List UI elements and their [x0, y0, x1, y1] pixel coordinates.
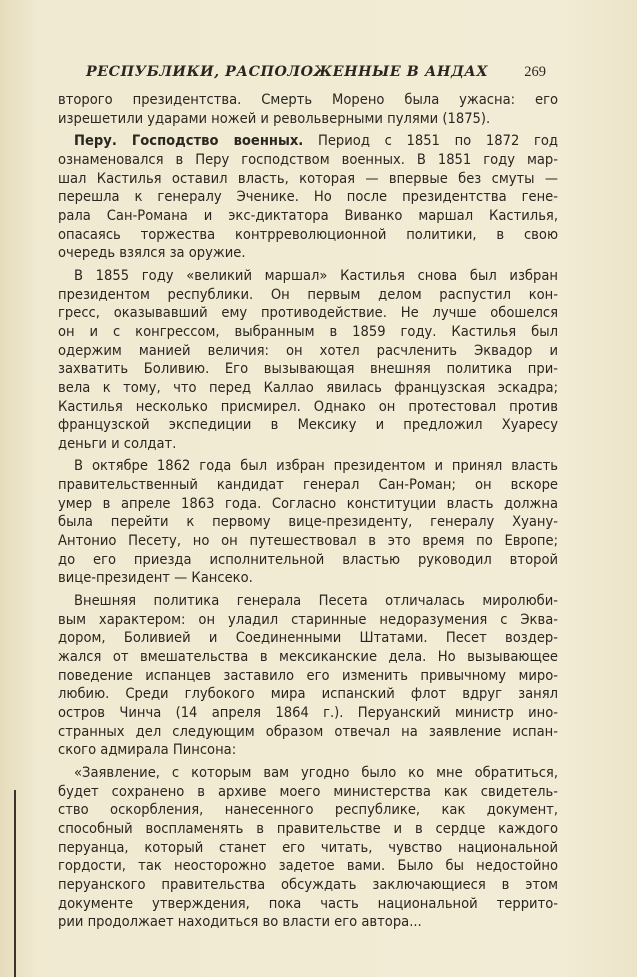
text-line: ознаменовался в Перу господством военных. В 1851 году мар-	[58, 150, 558, 168]
text-line: вице-президент — Кансеко.	[58, 569, 253, 587]
text-line: вым характером: он уладил старинные недоразумения с Эква-	[58, 610, 558, 628]
text-line: деньги и солдат.	[58, 434, 177, 452]
text-line: поведение испанцев заставило его изменить привычному миро-	[58, 666, 558, 684]
text-line: ство оскорбления, нанесенного республике, как документ,	[58, 801, 558, 819]
text-line: Кастилья несколько присмирел. Однако он протестовал против	[58, 397, 558, 415]
text-line: второго президентства. Смерть Морено была ужасна: его	[58, 91, 558, 108]
paragraph-5	[58, 592, 558, 760]
text-line: странных дел следующим образом отвечал на заявление испан-	[58, 722, 558, 740]
text-line: опасаясь торжества контрреволюционной политики, в свою	[58, 225, 558, 243]
text-line: любию. Среди глубокого мира испанский флот вдруг занял	[58, 685, 558, 703]
text-line: перуанца, который станет его читать, чувство национальной	[58, 838, 558, 856]
text-line: захватить Боливию. Его вызывающая внешняя политика при-	[58, 360, 558, 378]
text-line: Антонио Песету, но он путешествовал в это время по Европе;	[58, 532, 558, 550]
text-line: президентом республики. Он первым делом распустил кон-	[58, 285, 558, 303]
text-line: рала Сан-Романа и экс-диктатора Виванко маршал Кастилья,	[58, 206, 558, 224]
text-line: В октябре 1862 года был избран президентом и принял власть	[74, 457, 558, 475]
text-line: одержим манией величия: он хотел расчленить Эквадор и	[58, 341, 558, 359]
text-line: рии продолжает находиться во власти его автора...	[58, 913, 422, 931]
text-line: способный воспламенять в правительстве и в сердце каждого	[58, 819, 558, 837]
text-line: перешла к генералу Эченике. Но после президентства гене-	[58, 188, 558, 206]
text-line: «Заявление, с которым вам угодно было ко мне обратиться,	[74, 763, 558, 781]
text-line: Внешняя политика генерала Песета отличалась миролюби-	[74, 592, 558, 610]
paragraph-4	[58, 457, 558, 588]
text-line: правительственный кандидат генерал Сан-Роман; он вскоре	[58, 476, 558, 494]
text-run: Период с 1851 по 1872 год	[303, 132, 558, 150]
text-line: французской экспедиции в Мексику и предложил Хуаресу	[58, 416, 558, 434]
text-line: В 1855 году «великий маршал» Кастилья снова был избран	[74, 266, 558, 284]
body-text	[58, 91, 558, 932]
text-line: ского адмирала Пинсона:	[58, 741, 237, 759]
text-line: была перейти к первому вице-президенту, генералу Хуану-	[58, 513, 558, 531]
text-line: документе утверждения, пока часть национальной террито-	[58, 894, 558, 912]
text-line: гордости, так неосторожно задетое вами. Было бы недостойно	[58, 857, 558, 875]
text-line: остров Чинча (14 апреля 1864 г.). Перуанский министр ино-	[58, 704, 558, 721]
text-line: вела к тому, что перед Каллао явилась французская эскадра;	[58, 378, 558, 396]
text-line: жался от вмешательства в мексиканские дела. Но вызывающее	[58, 648, 558, 666]
text-line: шал Кастилья оставил власть, которая — впервые без смуты —	[58, 169, 558, 187]
text-line: до его приезда исполнительной властью руководил второй	[58, 550, 558, 568]
text-line: перуанского правительства обсуждать заключающиеся в этом	[58, 875, 558, 893]
paragraph-1	[58, 91, 558, 128]
text-line: умер в апреле 1863 года. Согласно конституции власть должна	[58, 494, 558, 512]
text-line: гресс, оказывавший ему противодействие. Не лучше обошелся	[58, 304, 558, 322]
running-head: РЕСПУБЛИКИ, РАСПОЛОЖЕННЫЕ В АНДАХ	[86, 64, 489, 80]
text-line: он и с конгрессом, выбранным в 1859 году. Кастилья был	[58, 322, 558, 340]
text-line: изрешетили ударами ножей и револьверными пулями (1875).	[58, 109, 491, 127]
margin-rule	[14, 790, 16, 977]
text-line: дором, Боливией и Соединенными Штатами. Песет воздер-	[58, 629, 558, 647]
paragraph-2	[58, 132, 558, 263]
paragraph-3	[58, 267, 558, 454]
page-header	[86, 64, 546, 88]
text-line: будет сохранено в архиве моего министерства как свидетель-	[58, 782, 558, 800]
text-line: очередь взялся за оружие.	[58, 244, 246, 262]
page-number: 269	[524, 64, 546, 80]
text-line	[58, 132, 558, 151]
quotation	[58, 764, 558, 932]
section-heading: Перу. Господство военных.	[74, 132, 304, 150]
